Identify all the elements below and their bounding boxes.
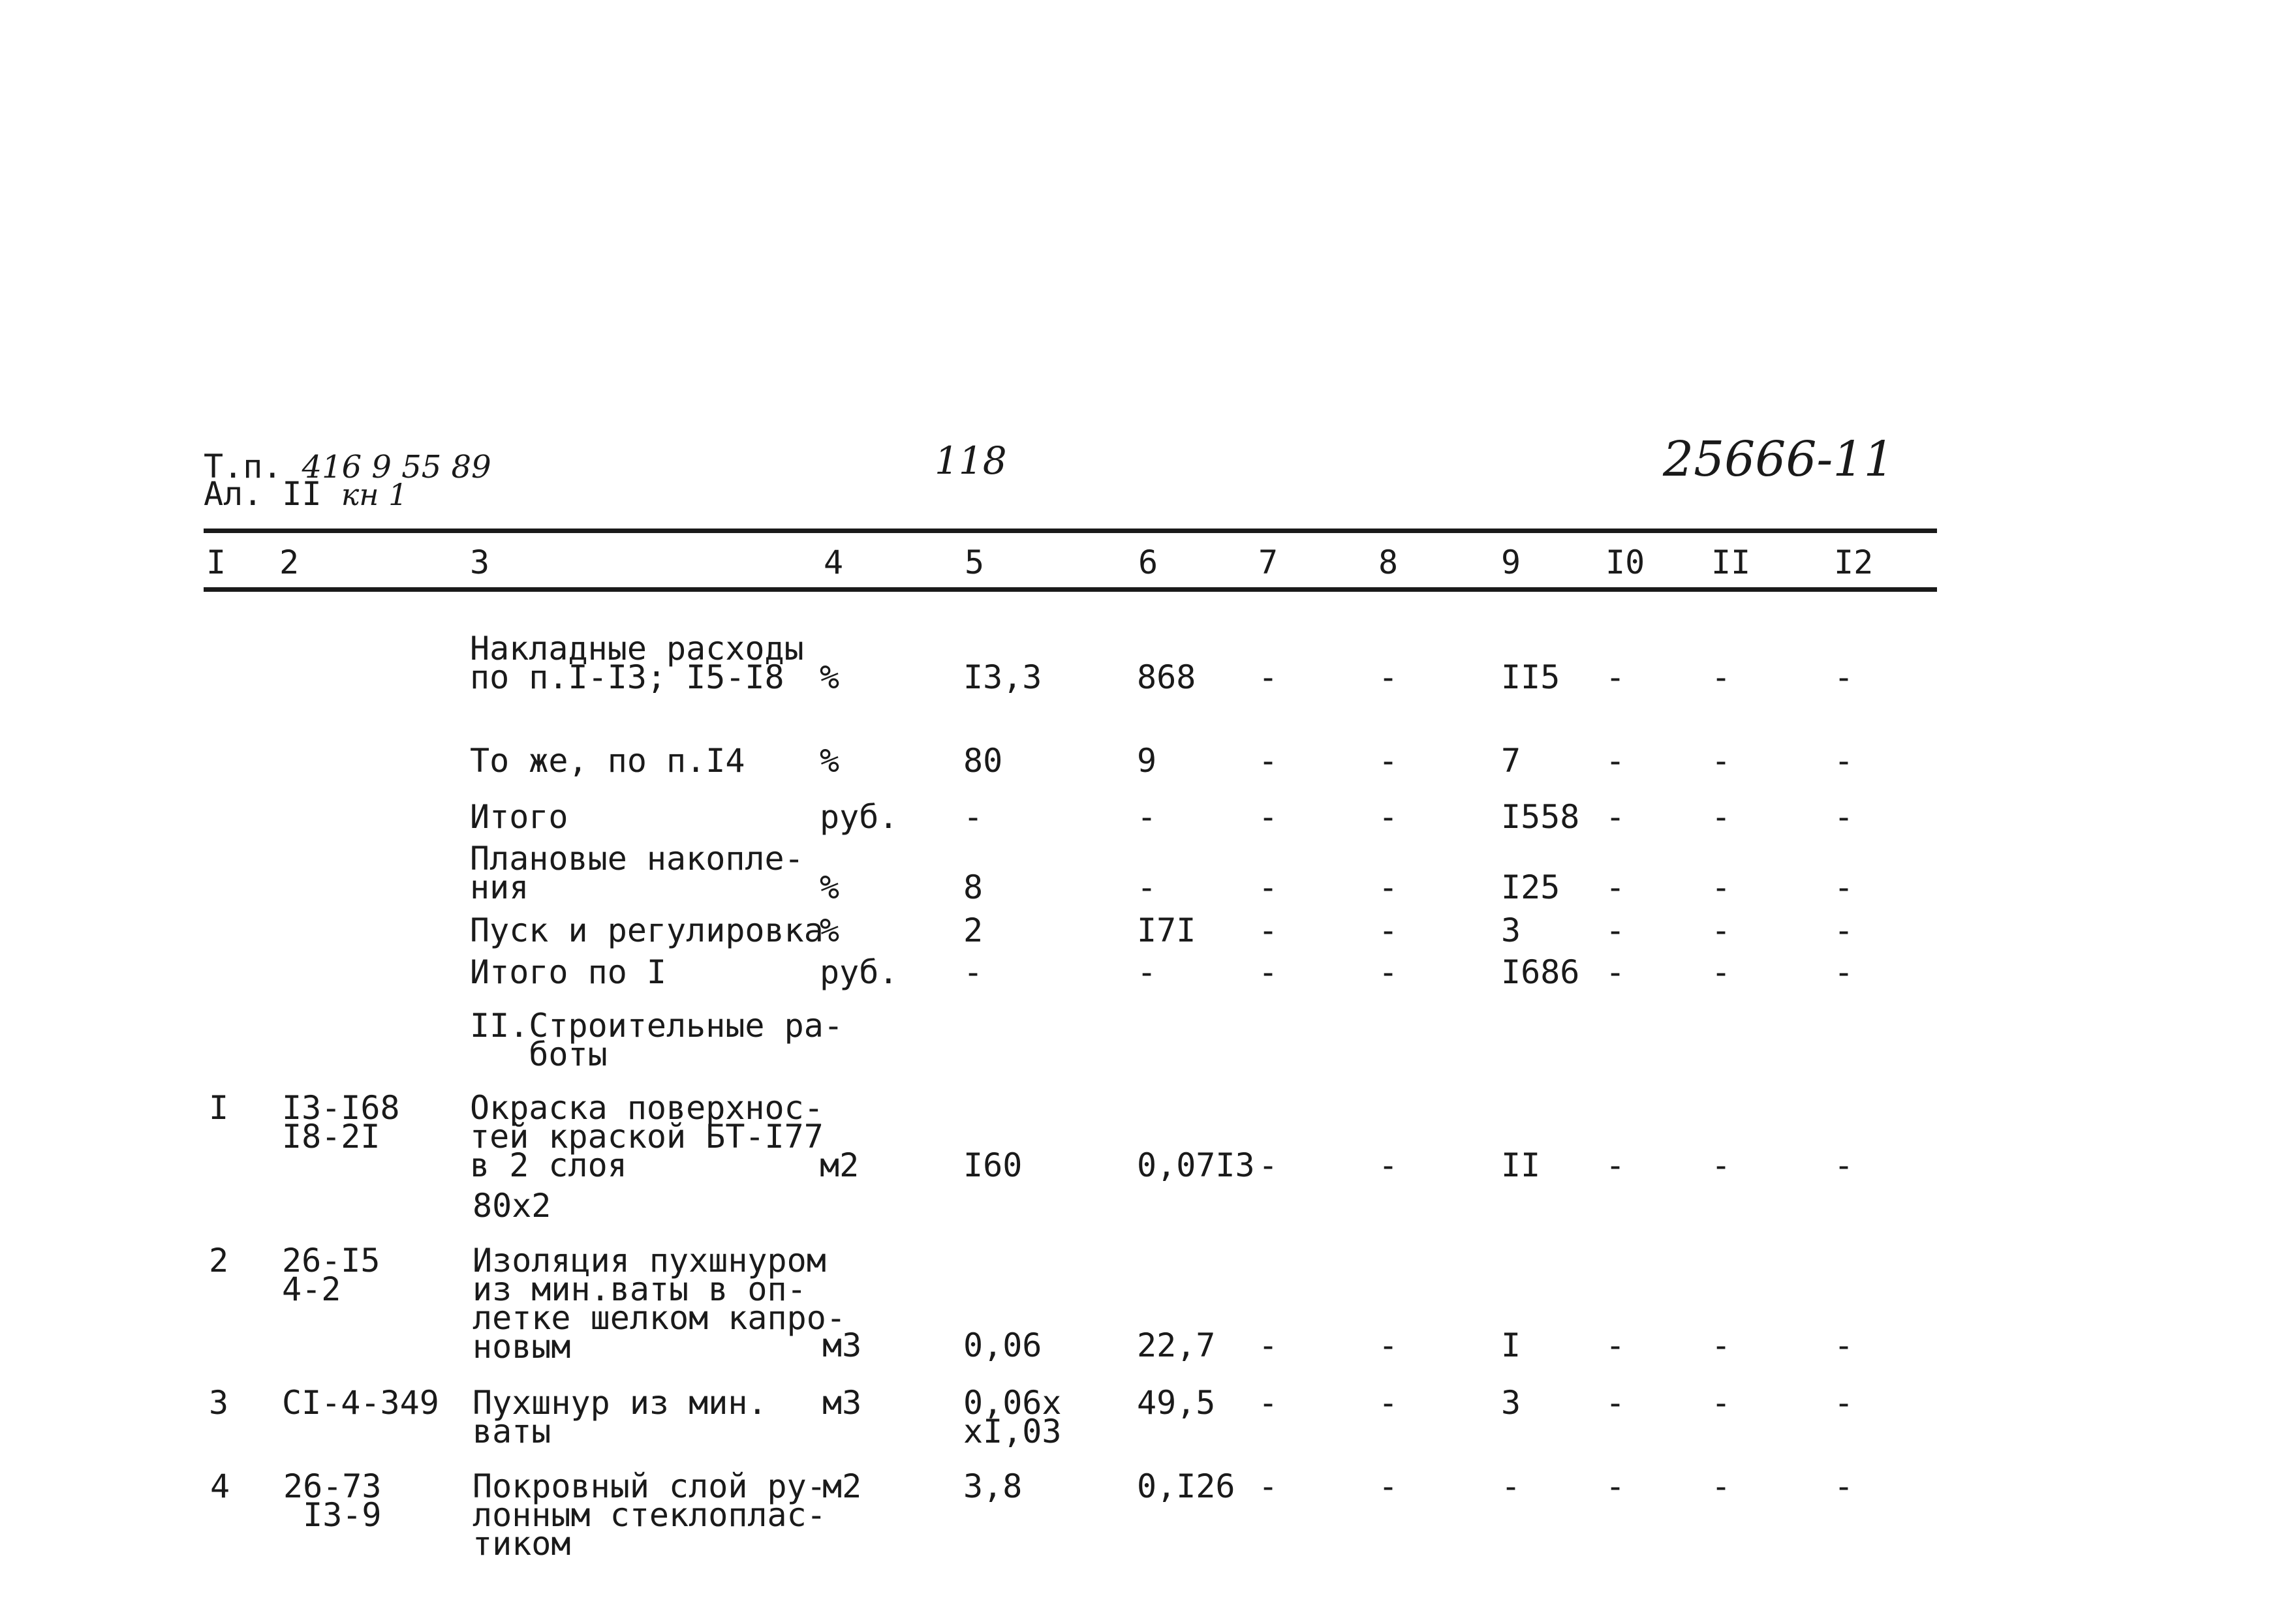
cell-col9: I558 xyxy=(1501,798,1580,836)
col-header-9: 9 xyxy=(1501,544,1521,581)
cell-description: Плановые накопле- ния xyxy=(470,840,804,906)
album-prefix: Ал. II xyxy=(204,475,322,513)
cell-col6: 868 xyxy=(1137,658,1196,696)
cell-col7: - xyxy=(1258,1326,1279,1364)
section-heading: II.Строительные ра- боты xyxy=(470,1007,843,1073)
cell-col6: - xyxy=(1137,798,1157,836)
cell-col5: 80 xyxy=(963,742,1003,780)
cell-unit: руб. xyxy=(820,798,899,836)
cell-col12: - xyxy=(1834,1326,1854,1364)
cell-unit: % xyxy=(820,742,840,780)
cell-col11: - xyxy=(1711,742,1731,780)
cell-col6: 22,7 xyxy=(1137,1326,1216,1364)
cell-col8: - xyxy=(1378,953,1399,991)
col-header-7: 7 xyxy=(1258,544,1279,581)
cell-unit: м2 xyxy=(822,1467,862,1505)
cell-col8: - xyxy=(1378,1326,1399,1364)
cell-col12: - xyxy=(1834,912,1854,949)
cell-col9: I686 xyxy=(1501,953,1580,991)
cell-description: Накладные расходы по п.I-I3; I5-I8 xyxy=(470,630,804,696)
cell-description: Итого по I xyxy=(470,953,667,991)
cell-description: Итого xyxy=(470,798,568,836)
cell-col12: - xyxy=(1834,1384,1854,1422)
col-header-6: 6 xyxy=(1138,544,1158,581)
designation-number: 416 9 55 89 xyxy=(302,449,491,485)
cell-item-number: 2 xyxy=(209,1242,229,1279)
cell-col9: 3 xyxy=(1501,1384,1521,1422)
cell-col7: - xyxy=(1258,658,1279,696)
cell-col8: - xyxy=(1378,1467,1399,1505)
cell-code: 26-73 I3-9 xyxy=(283,1467,382,1534)
cell-description-extra: 80х2 xyxy=(473,1187,551,1225)
cell-col9: II5 xyxy=(1501,658,1560,696)
cell-col10: - xyxy=(1605,868,1626,906)
cell-col5: - xyxy=(963,953,984,991)
cell-col7: - xyxy=(1258,1146,1279,1184)
cell-col9: 7 xyxy=(1501,742,1521,780)
cell-col5: 8 xyxy=(963,868,984,906)
cell-item-number: I xyxy=(209,1089,229,1127)
cell-col11: - xyxy=(1711,868,1731,906)
cell-col12: - xyxy=(1834,868,1854,906)
cell-col10: - xyxy=(1605,1326,1626,1364)
cell-col11: - xyxy=(1711,1384,1731,1422)
cell-col7: - xyxy=(1258,1467,1279,1505)
cell-description: То же, по п.I4 xyxy=(470,742,745,780)
cell-col8: - xyxy=(1378,658,1399,696)
cell-col11: - xyxy=(1711,912,1731,949)
cell-col6: 9 xyxy=(1137,742,1157,780)
cell-col6: I7I xyxy=(1137,912,1196,949)
cell-description: Окраска поверхнос- тей краской БТ-I77 в 2 слоя xyxy=(470,1089,824,1184)
cell-col9: I xyxy=(1501,1326,1521,1364)
cell-col10: - xyxy=(1605,1146,1626,1184)
cell-description: Покровный слой ру- лонным стеклоплас- тиком xyxy=(473,1467,826,1563)
cell-col6: 49,5 xyxy=(1137,1384,1216,1422)
col-header-11: II xyxy=(1711,544,1751,581)
col-header-4: 4 xyxy=(824,544,844,581)
designation-prefix: Т.п. xyxy=(204,448,283,485)
cell-col7: - xyxy=(1258,798,1279,836)
cell-col11: - xyxy=(1711,953,1731,991)
cell-col8: - xyxy=(1378,912,1399,949)
cell-col11: - xyxy=(1711,1467,1731,1505)
cell-unit: % xyxy=(820,868,840,906)
cell-unit: м2 xyxy=(820,1146,860,1184)
cell-col6: - xyxy=(1137,953,1157,991)
col-header-2: 2 xyxy=(279,544,300,581)
cell-col8: - xyxy=(1378,868,1399,906)
cell-col5: - xyxy=(963,798,984,836)
cell-col5: I60 xyxy=(963,1146,1023,1184)
cell-col5: 3,8 xyxy=(963,1467,1023,1505)
cell-col5: I3,3 xyxy=(963,658,1042,696)
col-header-5: 5 xyxy=(965,544,985,581)
cell-col12: - xyxy=(1834,953,1854,991)
page-number: 118 xyxy=(935,438,1007,483)
cell-col12: - xyxy=(1834,742,1854,780)
cell-col7: - xyxy=(1258,953,1279,991)
cell-col7: - xyxy=(1258,868,1279,906)
album-book: кн 1 xyxy=(341,477,408,512)
cell-item-number: 3 xyxy=(209,1384,229,1422)
cell-code: 26-I5 4-2 xyxy=(282,1242,380,1308)
cell-description: Пуск и регулировка xyxy=(470,912,824,949)
cell-item-number: 4 xyxy=(210,1467,230,1505)
album-label xyxy=(204,475,408,513)
cell-col5: 2 xyxy=(963,912,984,949)
cell-col10: - xyxy=(1605,953,1626,991)
cell-col9: 3 xyxy=(1501,912,1521,949)
col-header-3: 3 xyxy=(470,544,490,581)
cell-unit: руб. xyxy=(820,953,899,991)
cell-unit: м3 xyxy=(822,1326,862,1364)
cell-col6: 0,I26 xyxy=(1137,1467,1235,1505)
cell-col10: - xyxy=(1605,798,1626,836)
cell-col11: - xyxy=(1711,658,1731,696)
cell-col8: - xyxy=(1378,1146,1399,1184)
archive-number: 25666-11 xyxy=(1663,431,1895,487)
cell-col10: - xyxy=(1605,1384,1626,1422)
cell-col7: - xyxy=(1258,912,1279,949)
cell-col8: - xyxy=(1378,798,1399,836)
cell-code: I3-I68 I8-2I xyxy=(282,1089,400,1156)
col-header-8: 8 xyxy=(1378,544,1399,581)
cell-col10: - xyxy=(1605,658,1626,696)
cell-unit: % xyxy=(820,658,840,696)
cell-col12: - xyxy=(1834,658,1854,696)
cell-col8: - xyxy=(1378,1384,1399,1422)
cell-col11: - xyxy=(1711,798,1731,836)
cell-col12: - xyxy=(1834,798,1854,836)
col-header-12: I2 xyxy=(1834,544,1874,581)
cell-col7: - xyxy=(1258,742,1279,780)
cell-col11: - xyxy=(1711,1146,1731,1184)
top-rule xyxy=(204,529,1937,533)
cell-col5: 0,06х хI,03 xyxy=(963,1384,1062,1450)
cell-col12: - xyxy=(1834,1467,1854,1505)
cell-col6: - xyxy=(1137,868,1157,906)
cell-col10: - xyxy=(1605,742,1626,780)
cell-col9: II xyxy=(1501,1146,1541,1184)
col-header-1: I xyxy=(206,544,226,581)
cell-col8: - xyxy=(1378,742,1399,780)
cell-description: Изоляция пухшнуром из мин.ваты в оп- летке шелком капро- новым xyxy=(473,1242,846,1366)
cell-col12: - xyxy=(1834,1146,1854,1184)
cell-unit: % xyxy=(820,912,840,949)
cell-col9: - xyxy=(1501,1467,1521,1505)
cell-code: CI-4-349 xyxy=(282,1384,439,1422)
cell-description: Пухшнур из мин. ваты xyxy=(473,1384,767,1450)
col-header-10: I0 xyxy=(1605,544,1645,581)
cell-unit: м3 xyxy=(822,1384,862,1422)
cell-col6: 0,07I3 xyxy=(1137,1146,1255,1184)
cell-col10: - xyxy=(1605,1467,1626,1505)
cell-col5: 0,06 xyxy=(963,1326,1042,1364)
header-bottom-rule xyxy=(204,587,1937,592)
cell-col10: - xyxy=(1605,912,1626,949)
cell-col7: - xyxy=(1258,1384,1279,1422)
cell-col11: - xyxy=(1711,1326,1731,1364)
cell-col9: I25 xyxy=(1501,868,1560,906)
